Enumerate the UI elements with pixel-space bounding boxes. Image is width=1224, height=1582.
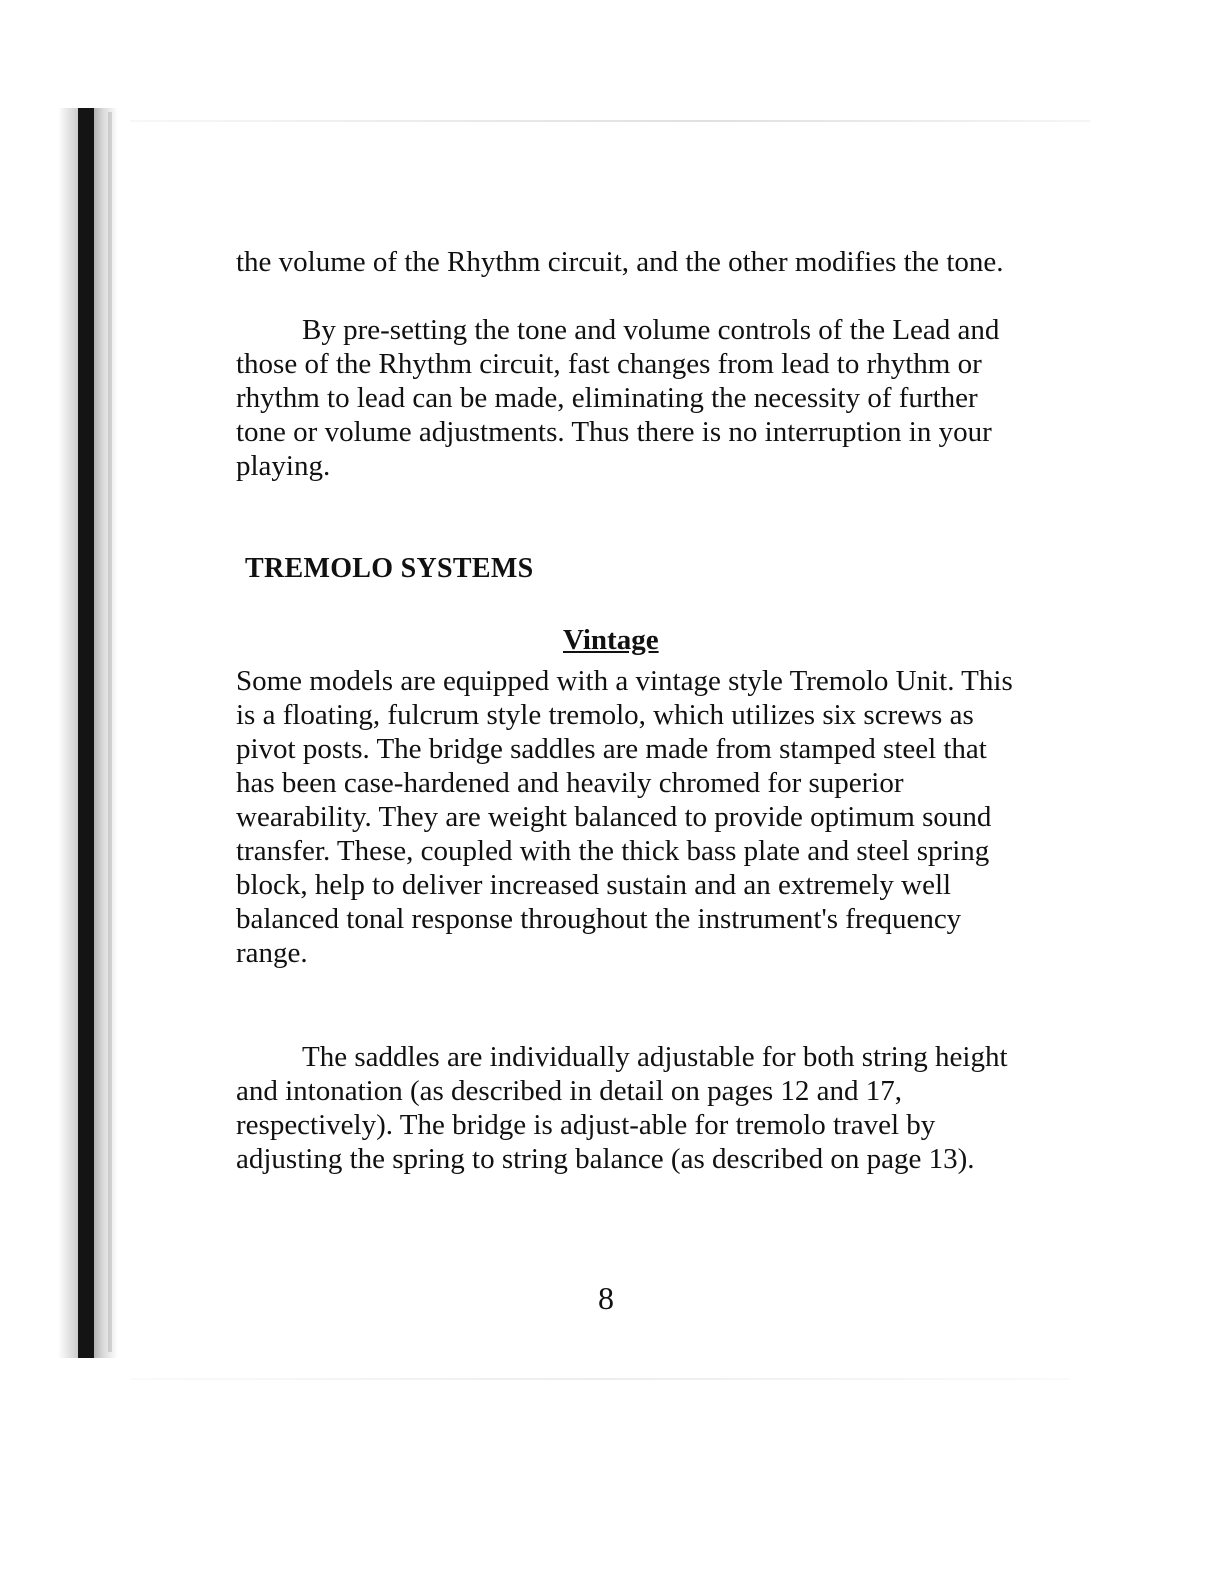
scan-page-edge-secondary <box>108 112 112 1352</box>
paragraph-text: Some models are equipped with a vintage style Tremolo Unit. This is a floating, fulcrum style tremolo, which utilizes six screws as pivot posts. The bridge saddles are made from stamped steel that has been case-hardened and heavily chromed for superior wearability. They are weight balanced to provide optimum sound transfer. These, coupled with the thick bass plate and steel spring block, help to deliver increased sustain and an extremely well balanced tonal response throughout the instrument's frequency range. <box>236 665 1013 969</box>
page-number: 8 <box>598 1280 614 1316</box>
paragraph-rhythm-volume <box>236 245 1016 279</box>
section-heading: TREMOLO SYSTEMS <box>245 553 534 584</box>
subsection-heading: Vintage <box>563 624 659 656</box>
paragraph-text: By pre-setting the tone and volume controls of the Lead and those of the Rhythm circuit, fast changes from lead to rhythm or rhythm to lead can be made, eliminating the necessity of further tone or volume adjustments. Thus there is no interruption in your playing. <box>236 314 1000 482</box>
paragraph-saddle-adjustment <box>236 1040 1016 1176</box>
scan-bottom-edge <box>130 1378 1070 1380</box>
paragraph-text: The saddles are individually adjustable for both string height and intonation (as described in detail on pages 12 and 17, respectively). The bridge is adjust-able for tremolo travel by adjusting the spring to string balance (as described on page 13). <box>236 1041 1008 1175</box>
paragraph-vintage-tremolo <box>236 664 1016 970</box>
paragraph-presetting-controls <box>236 313 1016 483</box>
scan-page-edge <box>78 108 94 1358</box>
scan-top-edge <box>130 120 1090 122</box>
paragraph-text: the volume of the Rhythm circuit, and the other modifies the tone. <box>236 246 1004 278</box>
